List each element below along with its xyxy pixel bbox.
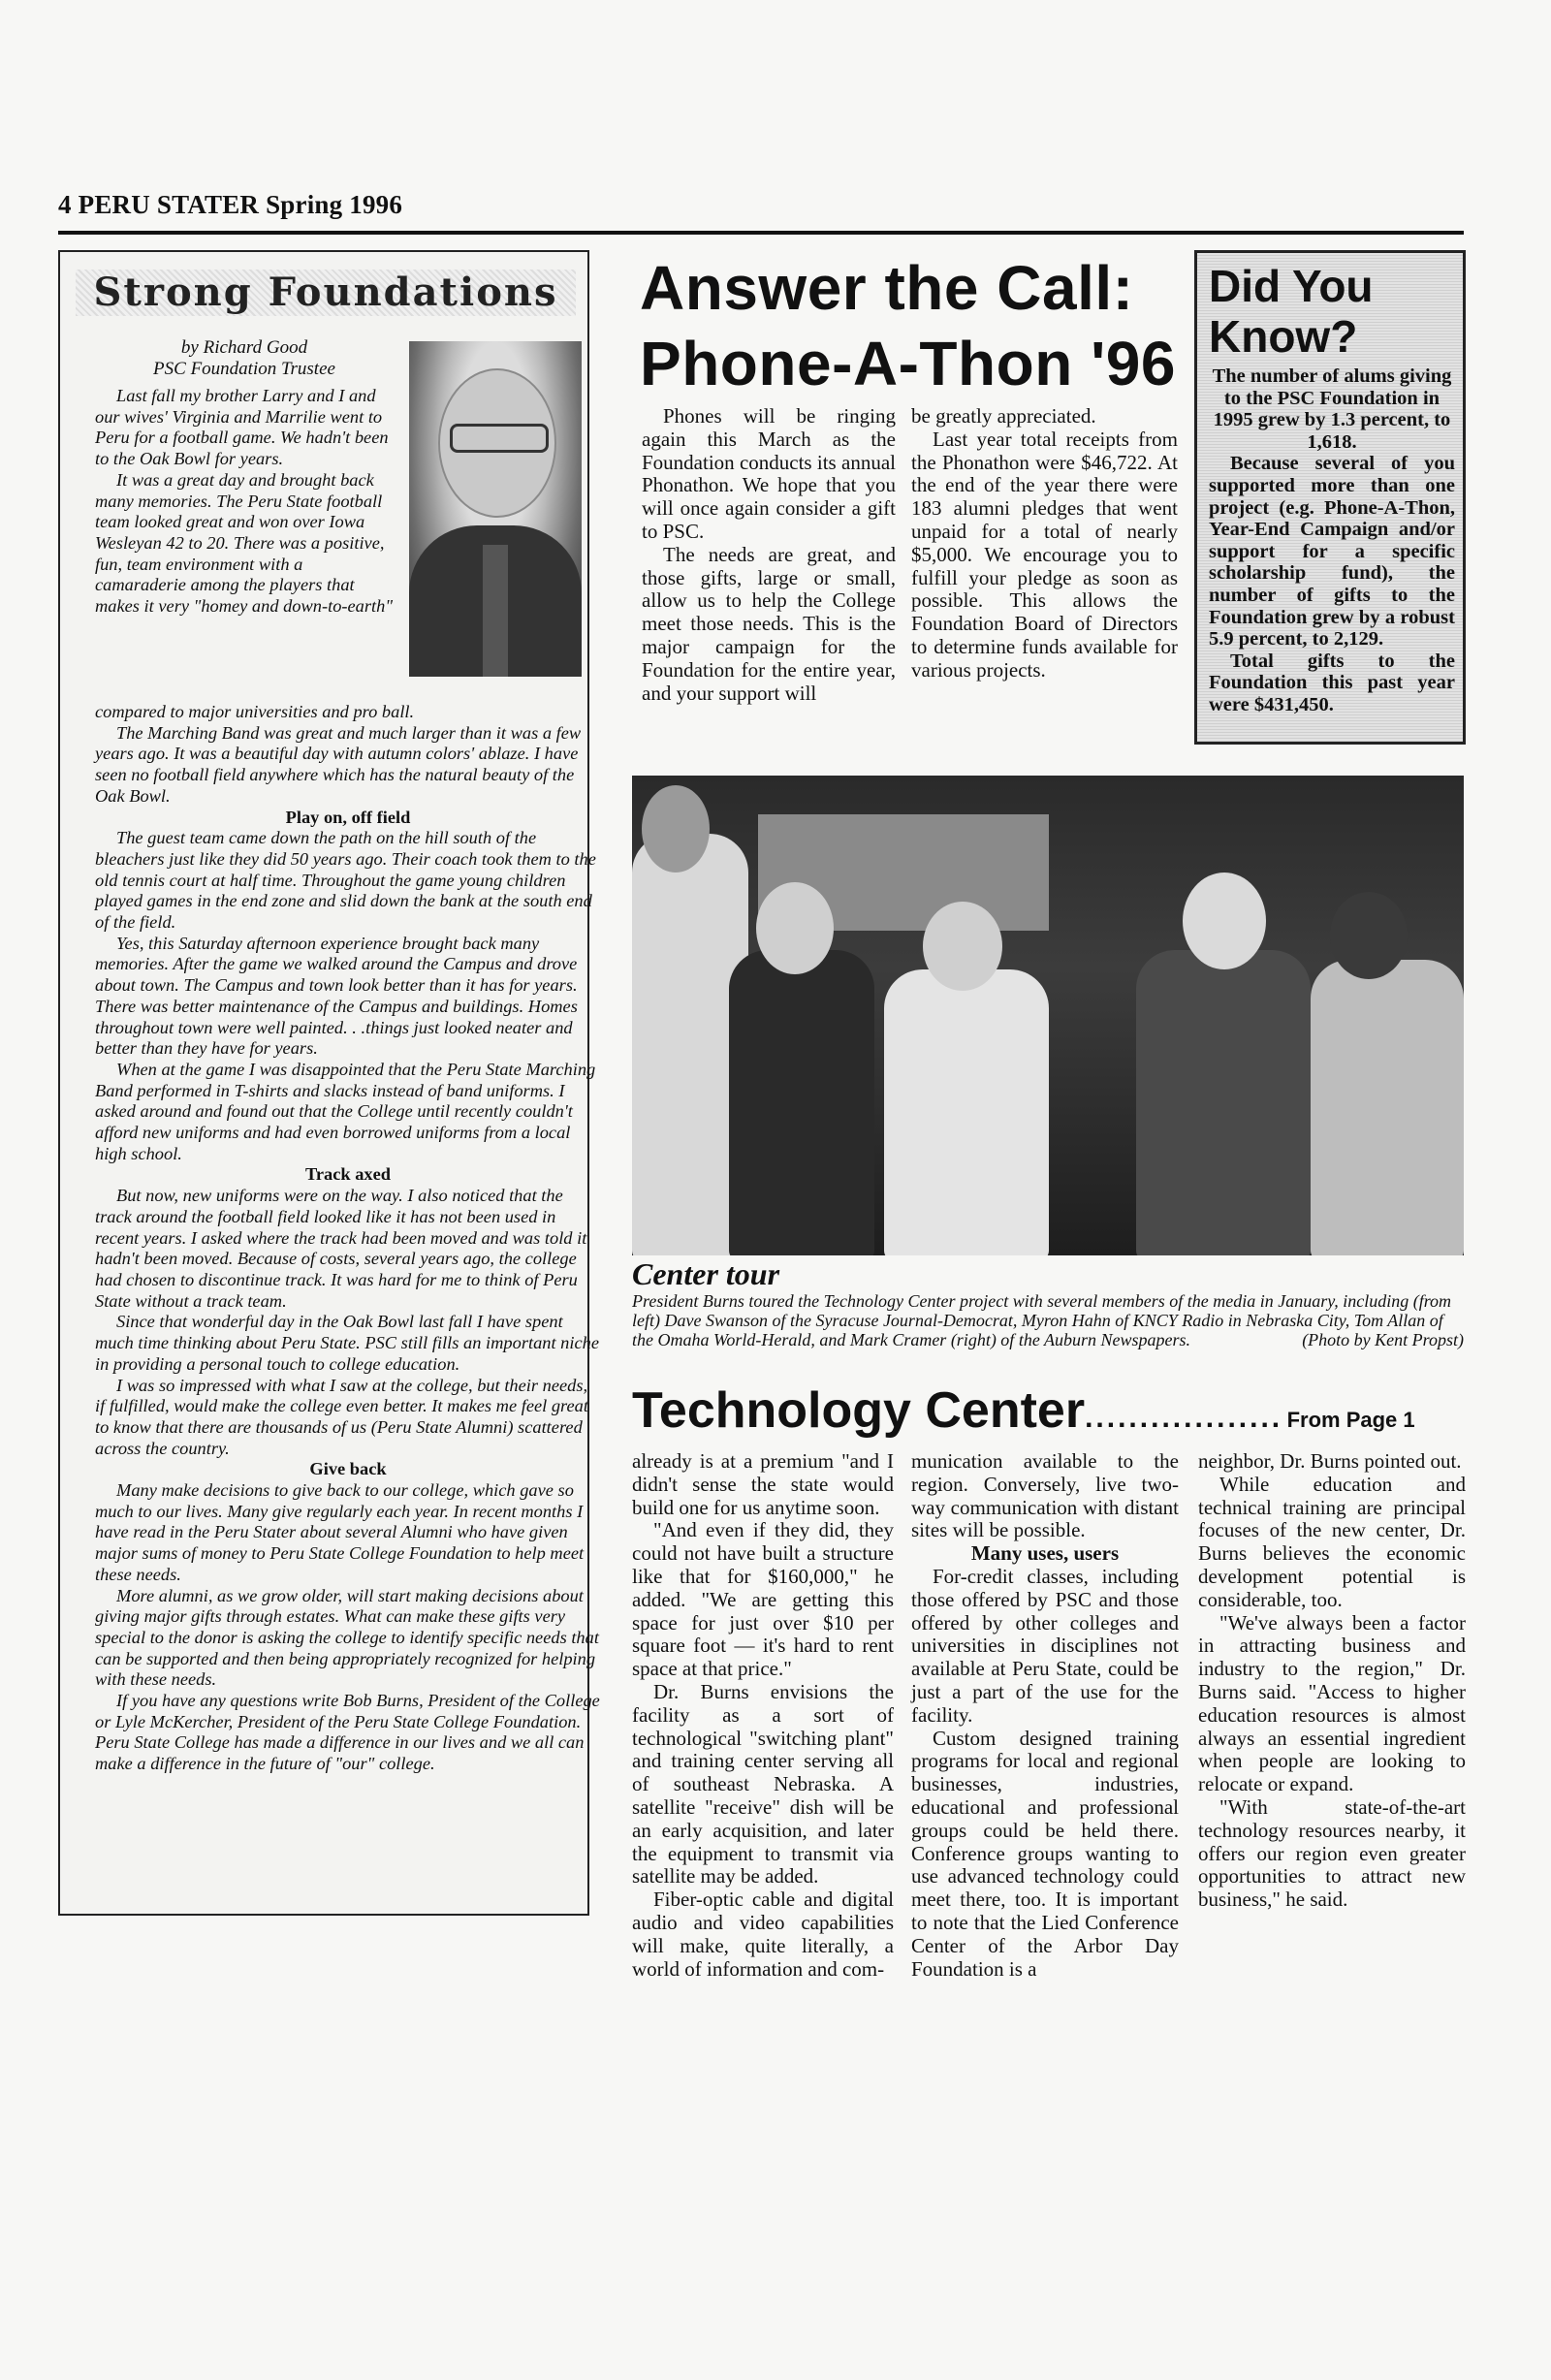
paragraph: Last fall my brother Larry and I and our wives' Virginia and Marrilie went to Peru for a football game. We hadn't been to the Oak Bowl for years.	[95, 386, 389, 469]
article-body	[95, 702, 601, 1775]
paragraph: "And even if they did, they could not have built a structure like that for $160,000," he added. "We are getting this space for just over $10 per square foot — it's hard to rent space at that price."	[632, 1518, 894, 1681]
photo-caption: President Burns toured the Technology Center project with several members of the media in January, including (from left) Dave Swanson of the Syracuse Journal-Democrat, Myron Hahn of KNCY Radio in Nebraska City, Tom Allan of the Omaha World-Herald, and Mark Cramer (right) of the Auburn Newspapers. (Photo by Kent Propst)	[632, 1291, 1464, 1349]
technology-column-1	[632, 1450, 894, 1981]
did-you-know-text: The number of alums giving to the PSC Foundation in 1995 grew by 1.3 percent, to 1,618. Because several of you supported more than one project (e.g. Phone-A-Thon, Year-End Campaign and/or support for a specific scholarship fund), the number of gifts to the Foundation grew by a robust 5.9 percent, to 2,129. Total gifts to the Foundation this past year were $431,450.	[1209, 365, 1455, 715]
paragraph: If you have any questions write Bob Burns, President of the College or Lyle McKercher, President of the Peru State College Foundation. Peru State College has made a difference in our lives and we all can make a difference in the future of "our" college.	[95, 1691, 600, 1774]
paragraph: munication available to the region. Conversely, live two-way communication with distant sites will be possible.	[911, 1449, 1179, 1542]
paragraph: Fiber-optic cable and digital audio and video capabilities will make, quite literally, a world of information and com-	[632, 1888, 894, 1981]
paragraph: But now, new uniforms were on the way. I also noticed that the track around the football field looked like it has not been used in recent years. I asked where the track had been moved and was told it hadn't been moved. Because of costs, several years ago, the college had chosen to discontinue track. It was hard for me to think of Peru State without a track team.	[95, 1186, 587, 1311]
paragraph: Yes, this Saturday afternoon experience brought back many memories. After the game we walked around the Campus and drove about town. The Campus and town look better than it has for years. There was better maintenance of the Campus and buildings. Homes throughout town were well painted. . .things just looked neater and better than they have for years.	[95, 933, 578, 1059]
paragraph: When at the game I was disappointed that the Peru State Marching Band performed in T-shirts and slacks instead of band uniforms. I asked around and found out that the College until recently couldn't afford new uniforms and had even borrowed uniforms from a local high school.	[95, 1059, 596, 1163]
strong-foundations-article	[58, 250, 600, 1916]
jump-line: From Page 1	[1286, 1408, 1415, 1432]
paragraph: Last year total receipts from the Phonathon were $46,722. At the end of the year there were 183 alumni pledges that went unpaid for a total of nearly $5,000. We encourage you to fulfill your pledge as soon as possible. This allows the Foundation Board of Directors to determine funds available for various projects.	[911, 427, 1178, 682]
paragraph: It was a great day and brought back many memories. The Peru State football team looked great and won over Iowa Wesleyan 42 to 20. There was a positive, fun, team environment with a camaraderie among the players that makes it very "homey and down-to-earth"	[95, 469, 394, 617]
paragraph: Since that wonderful day in the Oak Bowl last fall I have spent much time thinking about Peru State. PSC still fills an important niche in providing a personal touch to college education.	[95, 1312, 600, 1374]
subheading: Many uses, users	[970, 1541, 1120, 1566]
technology-center-headline: Technology Center.................. From Page 1	[632, 1382, 1415, 1439]
byline-name: by Richard Good	[180, 337, 308, 358]
paragraph: While education and technical training are principal focuses of the new center, Dr. Burns believes the economic development potential is considerable, too.	[1198, 1472, 1466, 1611]
did-you-know-box	[1194, 250, 1466, 745]
paragraph: "With state-of-the-art technology resources nearby, it offers our region even greater opportunities to attract new business," he said.	[1198, 1794, 1466, 1912]
photo-credit: (Photo by Kent Propst)	[1302, 1330, 1464, 1349]
paragraph: Custom designed training programs for local and regional businesses, industries, educational and professional groups could be held there. Conference groups wanting to use advanced technology could meet there, too. It is important to note that the Lied Conference Center of the Arbor Day Foundation is a	[911, 1726, 1179, 1981]
paragraph: For-credit classes, including those offered by PSC and those offered by other colleges and universities in disciplines not available at Peru State, could be just a part of the use for the facility.	[911, 1564, 1179, 1727]
paragraph: be greatly appreciated.	[911, 404, 1096, 428]
paragraph: The Marching Band was great and much larger than it was a few years ago. It was a beautiful day with autumn colors' ablaze. I have seen no football field anywhere which has the natural beauty of the Oak Bowl.	[95, 722, 582, 806]
paragraph: Dr. Burns envisions the facility as a sort of technological "switching plant" and training center serving all of southeast Nebraska. A satellite "receive" dish will be an early acquisition, and later the equipment to transmit via satellite may be added.	[632, 1679, 894, 1888]
paragraph: "We've always been a factor in attracting business and industry to the region," Dr. Burns said. "Access to higher education resources is almost always an essential ingredient when people are looking to relocate or expand.	[1198, 1610, 1466, 1796]
phonathon-headline: Answer the Call: Phone-A-Thon '96	[640, 253, 1176, 398]
paragraph: The needs are great, and those gifts, large or small, allow us to help the College meet those needs. This is the major campaign for the Foundation for the entire year, and your support will	[642, 542, 896, 705]
paragraph: Many make decisions to give back to our college, which gave so much to our lives. Many give regularly each year. In recent months I have read in the Peru Stater about several Alumni who have given major sums of money to Peru State College Foundation to help meet these needs.	[95, 1480, 585, 1584]
technology-column-3	[1198, 1450, 1466, 1912]
subheading: Give back	[309, 1459, 387, 1479]
author-portrait-photo	[409, 341, 582, 677]
phonathon-column-2	[911, 405, 1178, 682]
phonathon-column-1	[642, 405, 896, 705]
photo-caption-title: Center tour	[632, 1256, 780, 1291]
page-masthead: 4 PERU STATER Spring 1996	[58, 190, 403, 219]
paragraph: already is at a premium "and I didn't sense the state would build one for us anytime soon.	[632, 1449, 894, 1519]
paragraph: I was so impressed with what I saw at the college, but their needs, if fulfilled, would make the college even better. It makes me feel great to know that there are thousands of us (Peru State Alumni) scattered across the country.	[95, 1375, 588, 1458]
did-you-know-title: Did You Know?	[1209, 261, 1374, 362]
paragraph: Phones will be ringing again this March as the Foundation conducts its annual Phonathon. We hope that you will once again consider a gift to PSC.	[642, 404, 896, 543]
subheading: Play on, off field	[285, 807, 411, 827]
paragraph: The guest team came down the path on the hill south of the bleachers just like they did 50 years ago. Their coach took them to the old tennis court at half time. Throughout the game young children played games in the end zone and slid down the bank at the south end of the field.	[95, 828, 596, 933]
byline	[99, 337, 390, 380]
paragraph: More alumni, as we grow older, will start making decisions about giving major gifts through estates. What can make these gifts very special to the donor is asking the college to identify specific needs that can be supported and then being appropriately recognized for helping with these needs.	[95, 1585, 599, 1690]
paragraph: neighbor, Dr. Burns pointed out.	[1198, 1449, 1462, 1473]
subheading: Track axed	[304, 1164, 392, 1185]
article-intro	[95, 386, 397, 618]
technology-column-2	[911, 1450, 1179, 1981]
byline-role: PSC Foundation Trustee	[153, 359, 335, 379]
masthead-rule	[58, 231, 1464, 235]
article-title: Strong Foundations	[76, 270, 576, 316]
paragraph: compared to major universities and pro ball.	[95, 702, 415, 721]
center-tour-photo	[632, 776, 1464, 1255]
